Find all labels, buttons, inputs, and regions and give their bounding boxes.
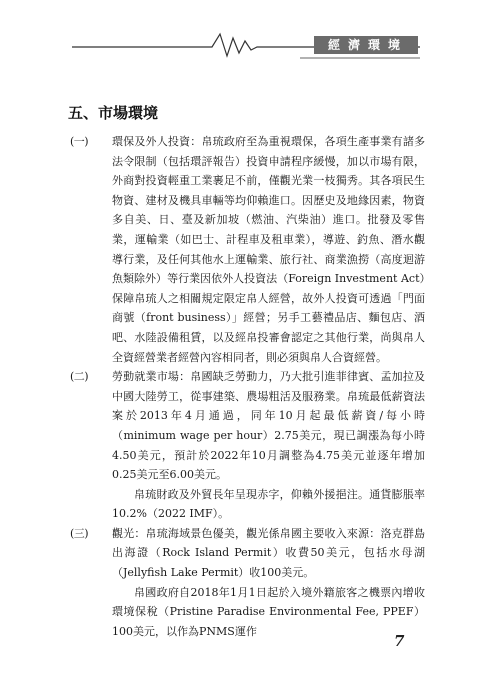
paragraph-2 bbox=[70, 367, 425, 485]
paragraph-text: 環保及外人投資：帛琉政府至為重視環保，各項生產事業有諸多法令限制（包括環評報告）投資申請程序緩慢，加以市場有限，外商對投資輕重工業裹足不前，僅觀光業一枝獨秀。其各項民生物資、建材及機具車輛等均仰賴進口。因歷史及地緣因素，物資多自美、日、臺及新加坡（燃油、汽柴油）進口。批發及零售業，運輸業（如巴士、計程車及租車業），導遊、釣魚、潛水觀導行業，及任何其他水上運輸業、旅行社、商業漁撈（高度迴游魚類除外）等行業因依外人投資法（Foreign Investment Act）保障帛琉人之相關規定限定帛人經營，故外人投資可透過「門面商號（front business）」經營；另手工藝禮品店、麵包店、酒吧、水陸設備租賃，以及經帛投審會認定之其他行業，尚與帛人全資經營業者經營內容相同者，則必須與帛人合資經營。 bbox=[112, 135, 425, 364]
paragraph-text: 觀光：帛琉海域景色優美，觀光係帛國主要收入來源：洛克群島出海證（Rock Island Permit）收費50美元，包括水母湖（Jellyfish Lake Permit）收100美元。 bbox=[112, 526, 425, 580]
paragraph-label: (三) bbox=[70, 526, 89, 540]
paragraph-1 bbox=[70, 132, 425, 367]
paragraph-3b: 帛國政府自2018年1月1日起於入境外籍旅客之機票內增收環境保稅（Pristine Paradise Environmental Fee, PPEF）100美元，以作為PNMS運作 bbox=[112, 585, 425, 638]
paragraph-3 bbox=[70, 524, 425, 583]
page-number: 7 bbox=[394, 632, 405, 650]
paragraph-label: (二) bbox=[70, 370, 89, 384]
paragraph-label: (一) bbox=[70, 135, 89, 148]
paragraph-text: 勞動就業市場：帛國缺乏勞動力，乃大批引進菲律賓、孟加拉及中國大陸勞工，從事建築、農場粗活及服務業。帛琉最低薪資法案於2013年4月通過，同年10月起最低薪資/每小時（minimum wage per hour）2.75美元，現已調漲為每小時4.50美元，預計於2022年10月調整為4.75美元並逐年增加0.25美元至6.00美元。 bbox=[112, 370, 425, 482]
paragraph-2b: 帛琉財政及外貿長年呈現赤字，仰賴外援挹注。通貨膨脹率10.2%（2022 IMF）。 bbox=[112, 487, 425, 521]
section-title: 五、市場環境 bbox=[68, 104, 159, 122]
body-content bbox=[70, 132, 425, 641]
page-header bbox=[0, 0, 480, 60]
header-category-label: 經濟環境 bbox=[314, 36, 418, 54]
